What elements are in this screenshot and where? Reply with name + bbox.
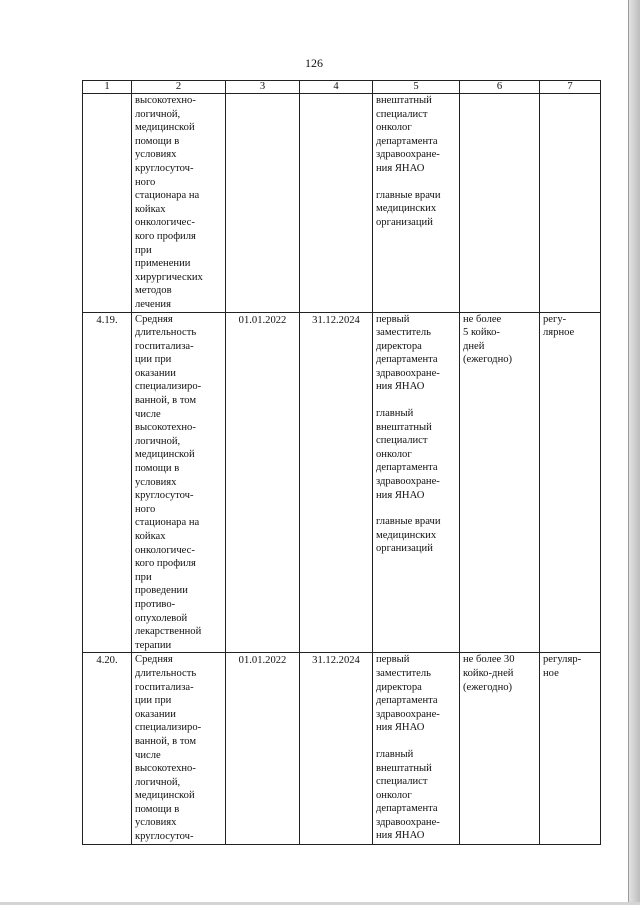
table-row — [83, 653, 601, 844]
periodicity-text: регу- лярное — [543, 313, 575, 339]
indicator-cell — [132, 94, 226, 313]
item-number-cell — [83, 94, 132, 313]
end-date-cell — [300, 94, 373, 313]
responsible-text: главный внештатный специалист онколог департамента здравоохране- ния ЯНАО — [376, 748, 440, 842]
page-edge-right — [628, 0, 640, 905]
responsible-cell — [373, 94, 460, 313]
indicator-cell — [132, 653, 226, 844]
responsible-cell — [373, 653, 460, 844]
column-header: 7 — [540, 81, 601, 94]
page-number: 126 — [305, 56, 323, 70]
column-header: 2 — [132, 81, 226, 94]
column-number-row — [83, 81, 601, 94]
start-date-cell: 01.01.2022 — [226, 312, 300, 653]
column-header: 3 — [226, 81, 300, 94]
responsible-cell — [373, 312, 460, 653]
indicator-cell — [132, 312, 226, 653]
column-header: 5 — [373, 81, 460, 94]
target-text: не более 5 койко- дней (ежегодно) — [463, 313, 513, 366]
table-row — [83, 94, 601, 313]
responsible-text: первый заместитель директора департамента здравоохране- ния ЯНАО — [376, 313, 440, 393]
table-row — [83, 312, 601, 653]
column-header: 4 — [300, 81, 373, 94]
target-cell — [460, 653, 540, 844]
periodicity-text: регуляр- ное — [543, 654, 582, 679]
end-date-cell: 31.12.2024 — [300, 312, 373, 653]
start-date-cell — [226, 94, 300, 313]
target-text: не более 30 койко-дней (ежегодно) — [463, 654, 515, 693]
measures-table — [82, 80, 601, 845]
periodicity-cell — [540, 94, 601, 313]
target-cell — [460, 94, 540, 313]
column-header: 1 — [83, 81, 132, 94]
column-header: 6 — [460, 81, 540, 94]
indicator-text: высокотехно- логичной, медицинской помощи в условиях круглосуточ- ного стационара на койках онкологичес- кого профиля при применении хирургических методов лечения — [135, 95, 203, 310]
item-number-cell: 4.19. — [83, 312, 132, 653]
periodicity-cell — [540, 312, 601, 653]
periodicity-cell — [540, 653, 601, 844]
responsible-text: внештатный специалист онколог департамента здравоохране- ния ЯНАО — [376, 95, 440, 174]
target-cell — [460, 312, 540, 653]
responsible-text: главные врачи медицинских организаций — [376, 189, 441, 228]
end-date-cell: 31.12.2024 — [300, 653, 373, 844]
item-number-cell: 4.20. — [83, 653, 132, 844]
responsible-text: первый заместитель директора департамента здравоохране- ния ЯНАО — [376, 654, 440, 734]
indicator-text: Средняя длительность госпитализа- ции при оказании специализиро- ванной, в том числе высокотехно- логичной, медицинской помощи в условиях круглосуточ- ного стационара на койках онкологичес- кого профиля при проведении противо- опухолевой лекарственной терапии — [135, 313, 202, 651]
responsible-text: главные врачи медицинских организаций — [376, 516, 441, 555]
indicator-text: Средняя длительность госпитализа- ции при оказании специализиро- ванной, в том числе высокотехно- логичной, медицинской помощи в условиях круглосуточ- — [135, 654, 202, 843]
start-date-cell: 01.01.2022 — [226, 653, 300, 844]
responsible-text: главный внештатный специалист онколог департамента здравоохране- ния ЯНАО — [376, 408, 440, 501]
